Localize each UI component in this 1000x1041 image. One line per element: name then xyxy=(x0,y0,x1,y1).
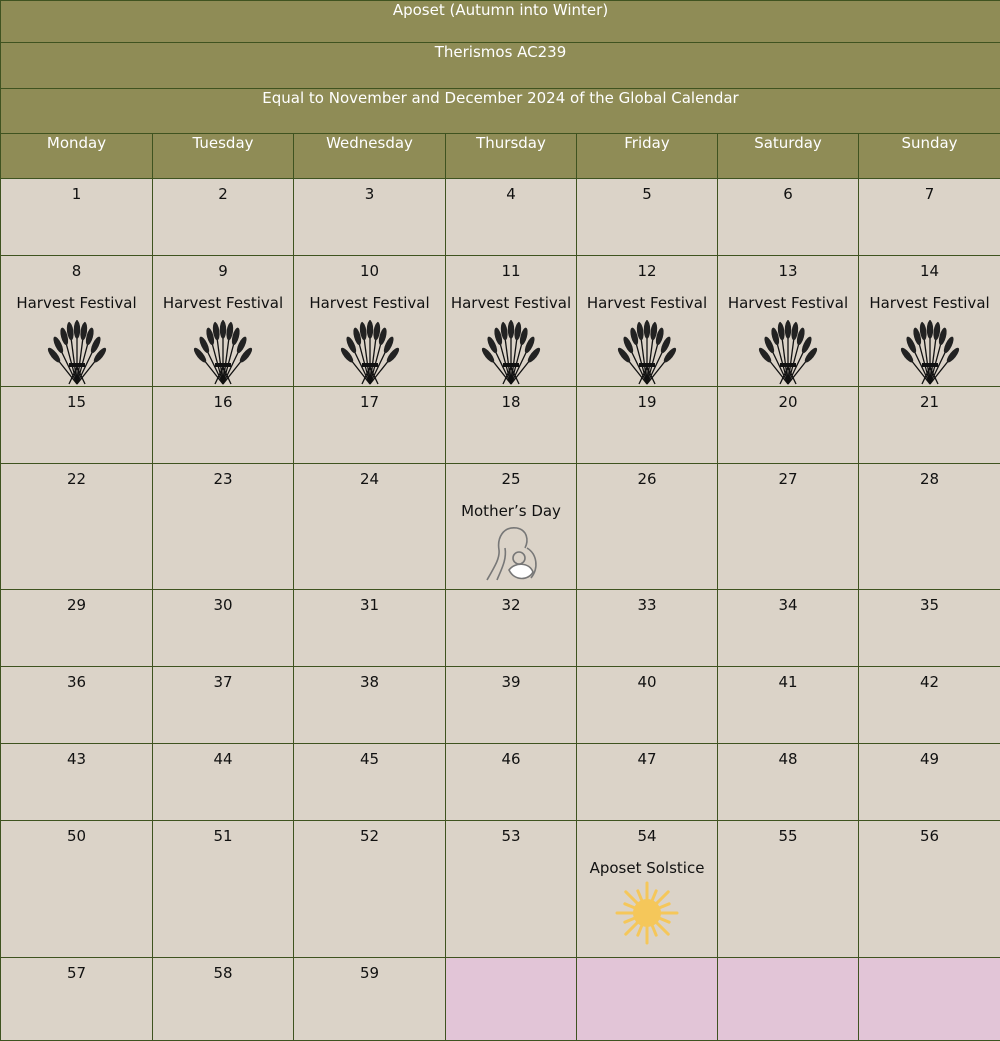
weekday-thursday: Thursday xyxy=(446,134,577,179)
mother-child-icon xyxy=(446,524,576,584)
day-number: 50 xyxy=(1,821,152,845)
day-number: 47 xyxy=(577,744,717,768)
day-number: 33 xyxy=(577,590,717,614)
day-number: 6 xyxy=(718,179,858,203)
day-number: 9 xyxy=(153,256,293,280)
wheat-sheaf-icon xyxy=(153,316,293,386)
day-cell xyxy=(718,590,859,667)
day-cell xyxy=(294,958,446,1041)
day-number: 17 xyxy=(294,387,445,411)
day-number: 49 xyxy=(859,744,1000,768)
day-number: 16 xyxy=(153,387,293,411)
event-label: Harvest Festival xyxy=(859,294,1000,312)
week-row xyxy=(1,387,1000,464)
week-row xyxy=(1,256,1000,387)
day-number: 57 xyxy=(1,958,152,982)
day-cell xyxy=(577,464,718,590)
day-number: 59 xyxy=(294,958,445,982)
weekday-monday: Monday xyxy=(1,134,153,179)
day-cell xyxy=(446,744,577,821)
weekday-wednesday: Wednesday xyxy=(294,134,446,179)
day-cell xyxy=(1,958,153,1041)
day-number: 32 xyxy=(446,590,576,614)
day-number: 30 xyxy=(153,590,293,614)
day-cell xyxy=(859,821,1000,958)
day-number: 40 xyxy=(577,667,717,691)
day-cell xyxy=(1,590,153,667)
day-number: 29 xyxy=(1,590,152,614)
day-cell xyxy=(1,744,153,821)
day-cell xyxy=(294,590,446,667)
wheat-sheaf-icon xyxy=(859,316,1000,386)
event-label: Aposet Solstice xyxy=(577,859,717,877)
day-cell xyxy=(577,667,718,744)
day-cell xyxy=(718,179,859,256)
day-cell xyxy=(446,590,577,667)
day-number: 4 xyxy=(446,179,576,203)
event-label: Harvest Festival xyxy=(153,294,293,312)
day-number: 22 xyxy=(1,464,152,488)
day-cell xyxy=(718,256,859,387)
day-number: 13 xyxy=(718,256,858,280)
day-number: 19 xyxy=(577,387,717,411)
day-cell xyxy=(153,821,294,958)
day-number: 25 xyxy=(446,464,576,488)
week-row xyxy=(1,464,1000,590)
day-cell xyxy=(577,387,718,464)
day-cell xyxy=(577,744,718,821)
day-cell xyxy=(294,464,446,590)
day-cell xyxy=(718,464,859,590)
day-number: 12 xyxy=(577,256,717,280)
day-cell xyxy=(859,256,1000,387)
day-cell xyxy=(1,387,153,464)
empty-day-cell xyxy=(446,958,577,1041)
week-row xyxy=(1,179,1000,256)
day-cell xyxy=(1,464,153,590)
day-cell xyxy=(446,821,577,958)
day-cell xyxy=(577,821,718,958)
event-label: Harvest Festival xyxy=(1,294,152,312)
day-number: 55 xyxy=(718,821,858,845)
day-number: 41 xyxy=(718,667,858,691)
day-cell xyxy=(859,464,1000,590)
day-number: 27 xyxy=(718,464,858,488)
event-label: Harvest Festival xyxy=(294,294,445,312)
week-row xyxy=(1,667,1000,744)
day-number: 11 xyxy=(446,256,576,280)
day-cell xyxy=(859,744,1000,821)
day-cell xyxy=(153,667,294,744)
day-number: 3 xyxy=(294,179,445,203)
day-number: 35 xyxy=(859,590,1000,614)
day-cell xyxy=(153,744,294,821)
event-label: Harvest Festival xyxy=(577,294,717,312)
day-cell xyxy=(859,179,1000,256)
day-cell xyxy=(1,667,153,744)
day-number: 10 xyxy=(294,256,445,280)
day-cell xyxy=(859,590,1000,667)
day-cell xyxy=(577,590,718,667)
day-cell xyxy=(153,387,294,464)
day-cell xyxy=(294,179,446,256)
day-cell xyxy=(1,821,153,958)
day-number: 23 xyxy=(153,464,293,488)
day-number: 38 xyxy=(294,667,445,691)
sun-icon xyxy=(577,881,717,945)
day-cell xyxy=(718,821,859,958)
day-number: 36 xyxy=(1,667,152,691)
wheat-sheaf-icon xyxy=(718,316,858,386)
day-number: 14 xyxy=(859,256,1000,280)
day-number: 8 xyxy=(1,256,152,280)
day-cell xyxy=(1,256,153,387)
weekday-saturday: Saturday xyxy=(718,134,859,179)
week-row xyxy=(1,744,1000,821)
weekday-tuesday: Tuesday xyxy=(153,134,294,179)
day-cell xyxy=(153,179,294,256)
wheat-sheaf-icon xyxy=(294,316,445,386)
day-number: 34 xyxy=(718,590,858,614)
empty-day-cell xyxy=(718,958,859,1041)
day-cell xyxy=(294,744,446,821)
wheat-sheaf-icon xyxy=(577,316,717,386)
day-cell xyxy=(446,179,577,256)
day-number: 42 xyxy=(859,667,1000,691)
day-number: 56 xyxy=(859,821,1000,845)
day-number: 24 xyxy=(294,464,445,488)
day-number: 52 xyxy=(294,821,445,845)
day-number: 1 xyxy=(1,179,152,203)
day-number: 53 xyxy=(446,821,576,845)
day-number: 39 xyxy=(446,667,576,691)
day-number: 48 xyxy=(718,744,858,768)
day-number: 28 xyxy=(859,464,1000,488)
day-number: 43 xyxy=(1,744,152,768)
day-cell xyxy=(446,464,577,590)
day-number: 20 xyxy=(718,387,858,411)
day-cell xyxy=(153,256,294,387)
day-number: 26 xyxy=(577,464,717,488)
day-number: 15 xyxy=(1,387,152,411)
day-number: 54 xyxy=(577,821,717,845)
day-cell xyxy=(446,256,577,387)
day-number: 21 xyxy=(859,387,1000,411)
day-number: 37 xyxy=(153,667,293,691)
empty-day-cell xyxy=(859,958,1000,1041)
day-cell xyxy=(294,821,446,958)
day-number: 58 xyxy=(153,958,293,982)
day-number: 18 xyxy=(446,387,576,411)
day-number: 31 xyxy=(294,590,445,614)
day-number: 46 xyxy=(446,744,576,768)
event-label: Harvest Festival xyxy=(718,294,858,312)
empty-day-cell xyxy=(577,958,718,1041)
weekday-friday: Friday xyxy=(577,134,718,179)
day-cell xyxy=(859,387,1000,464)
weekday-sunday: Sunday xyxy=(859,134,1000,179)
day-number: 51 xyxy=(153,821,293,845)
weekday-header-row xyxy=(1,134,1000,179)
day-cell xyxy=(446,667,577,744)
day-cell xyxy=(577,256,718,387)
day-number: 45 xyxy=(294,744,445,768)
event-label: Mother’s Day xyxy=(446,502,576,520)
calendar-title: Aposet (Autumn into Winter) xyxy=(1,1,1000,43)
day-number: 2 xyxy=(153,179,293,203)
day-cell xyxy=(1,179,153,256)
day-cell xyxy=(859,667,1000,744)
day-cell xyxy=(294,667,446,744)
week-row xyxy=(1,821,1000,958)
day-cell xyxy=(718,667,859,744)
day-cell xyxy=(718,387,859,464)
week-row xyxy=(1,590,1000,667)
day-cell xyxy=(153,590,294,667)
week-row xyxy=(1,958,1000,1041)
day-number: 44 xyxy=(153,744,293,768)
wheat-sheaf-icon xyxy=(446,316,576,386)
day-cell xyxy=(718,744,859,821)
wheat-sheaf-icon xyxy=(1,316,152,386)
day-cell xyxy=(577,179,718,256)
day-cell xyxy=(294,387,446,464)
day-cell xyxy=(153,958,294,1041)
day-number: 7 xyxy=(859,179,1000,203)
calendar-note: Equal to November and December 2024 of the Global Calendar xyxy=(1,89,1000,134)
event-label: Harvest Festival xyxy=(446,294,576,312)
day-number: 5 xyxy=(577,179,717,203)
day-cell xyxy=(294,256,446,387)
calendar-year: Therismos AC239 xyxy=(1,43,1000,89)
day-cell xyxy=(446,387,577,464)
day-cell xyxy=(153,464,294,590)
